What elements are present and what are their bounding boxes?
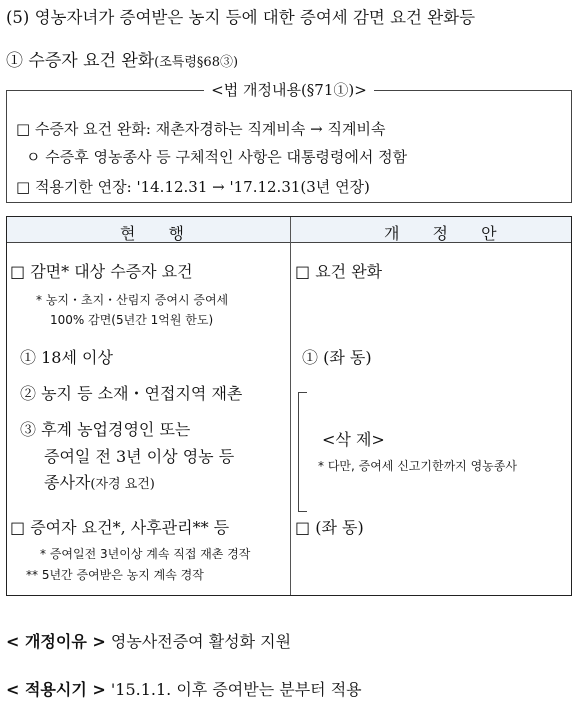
- deletion-bracket: [298, 392, 307, 512]
- revised-item-1: □ 요건 완화: [295, 262, 383, 281]
- effective-text: '15.1.1. 이후 증여받는 분부터 적용: [110, 680, 362, 699]
- law-box-title-text: <법 개정내용(§71①)>: [204, 81, 374, 99]
- subsection-title-text: ① 수증자 요건 완화: [6, 51, 155, 71]
- current-note-1b: 100% 감면(5년간 1억원 한도): [50, 313, 214, 327]
- reason-label: < 개정이유 >: [6, 632, 106, 651]
- subsection-ref: (조특령§68③): [154, 55, 239, 70]
- section-title: (5) 영농자녀가 증여받은 농지 등에 대한 증여세 감면 요건 완화등: [6, 8, 476, 27]
- subsection-title: [6, 46, 238, 71]
- law-line-1: □ 수증자 요건 완화: 재촌자경하는 직계비속 → 직계비속: [16, 120, 386, 138]
- current-cond-3b: 증여일 전 3년 이상 영농 등: [44, 447, 235, 466]
- revised-same-1: ① (좌 동): [302, 348, 372, 367]
- current-item-1: □ 감면* 대상 수증자 요건: [10, 262, 193, 281]
- revised-deleted-note: * 다만, 증여세 신고기한까지 영농종사: [318, 459, 517, 473]
- reason-text: 영농사전증여 활성화 지원: [110, 632, 292, 651]
- current-cond-2: ② 농지 등 소재・연접지역 재촌: [20, 384, 243, 403]
- current-note-2b: ** 5년간 증여받은 농지 계속 경작: [26, 568, 204, 582]
- revised-deleted: <삭 제>: [322, 430, 385, 449]
- header-current: 현 행: [120, 224, 198, 243]
- current-item-2: □ 증여자 요건*, 사후관리** 등: [10, 518, 230, 537]
- header-revised: 개 정 안: [384, 224, 511, 243]
- current-cond-3c-ref: (자경 요건): [90, 477, 155, 492]
- reason-line: [6, 629, 291, 652]
- effective-line: [6, 677, 362, 700]
- law-line-3: □ 적용기한 연장: '14.12.31 → '17.12.31(3년 연장): [16, 178, 370, 196]
- table-column-divider: [290, 217, 291, 595]
- current-cond-3a: ③ 후계 농업경영인 또는: [20, 420, 191, 439]
- current-cond-3c: [44, 470, 155, 493]
- revised-same-2: □ (좌 동): [295, 518, 364, 537]
- current-note-1a: * 농지・초지・산림지 증여시 증여세: [36, 293, 229, 307]
- current-cond-3c-text: 종사자: [44, 473, 91, 492]
- effective-label: < 적용시기 >: [6, 680, 106, 699]
- current-note-2a: * 증여일전 3년이상 계속 직접 재촌 경작: [40, 547, 251, 561]
- current-cond-1: ① 18세 이상: [20, 348, 113, 367]
- law-box-title: [6, 79, 572, 100]
- law-line-2: ㅇ 수증후 영농종사 등 구체적인 사항은 대통령령에서 정함: [26, 148, 408, 166]
